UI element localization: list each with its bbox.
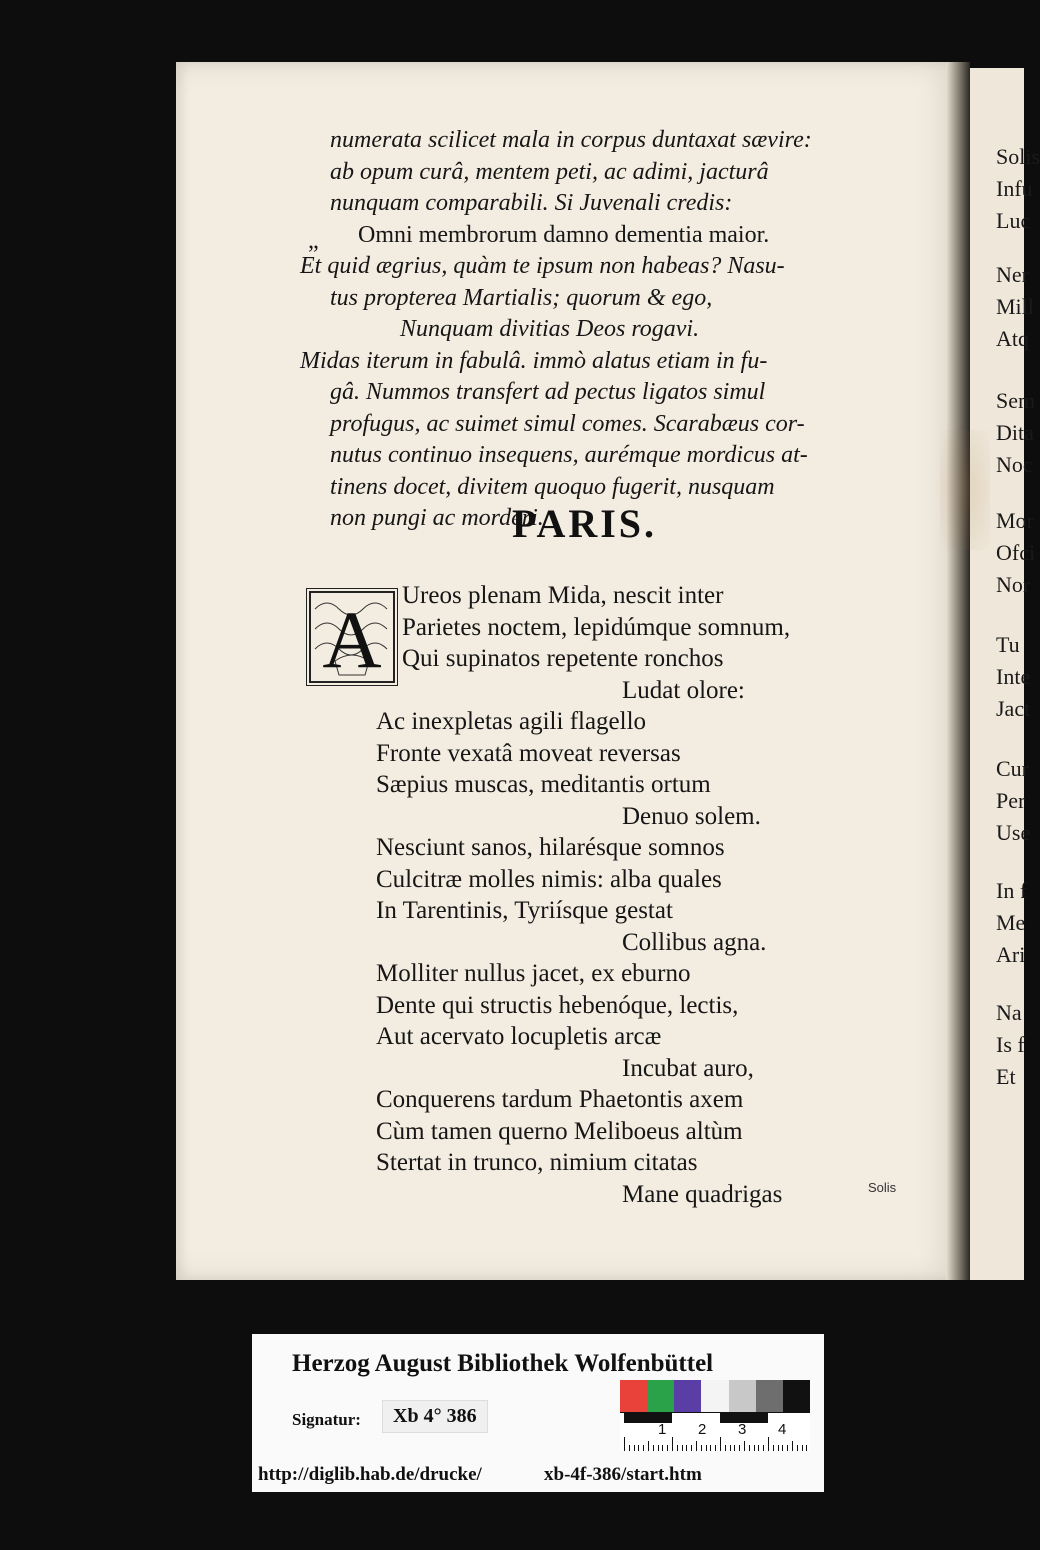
verse-line: Nunquam divitias Deos rogavi. — [400, 316, 700, 342]
verse-line: Sæpius muscas, meditantis ortum — [376, 771, 711, 798]
signatur-value: Xb 4° 386 — [382, 1400, 488, 1433]
adjacent-page-fragment: Nor — [996, 572, 1031, 597]
adjacent-page-fragment: Jact — [996, 696, 1031, 721]
adjacent-page-fragment: Inte — [996, 664, 1031, 689]
color-swatch — [729, 1380, 756, 1412]
adjacent-page-fragment: Cur — [996, 756, 1029, 781]
ruler-tick — [677, 1445, 678, 1451]
ruler-tick — [754, 1445, 755, 1451]
ruler-tick — [696, 1441, 697, 1451]
library-label — [252, 1334, 824, 1462]
adjacent-page-fragment: Ari — [996, 942, 1026, 967]
verse-line: Qui supinatos repetente ronchos — [402, 645, 724, 672]
adjacent-page-fragment: Na — [996, 1000, 1022, 1025]
ruler-tick — [715, 1445, 716, 1451]
url-bar — [252, 1460, 824, 1492]
ruler-number: 3 — [738, 1421, 747, 1438]
ruler-tick — [648, 1441, 649, 1451]
ode-verse — [376, 580, 896, 1210]
paper-stain — [940, 430, 990, 550]
ruler-tick — [749, 1445, 750, 1451]
prose-line: nutus continuo insequens, aurémque mordicus at- — [330, 442, 808, 468]
ruler-tick — [782, 1445, 783, 1451]
prose-block — [300, 125, 900, 535]
color-swatch — [647, 1380, 674, 1412]
color-swatch — [674, 1380, 701, 1412]
ruler-tick — [706, 1445, 707, 1451]
book-gutter — [946, 62, 970, 1280]
url-path[interactable]: xb-4f-386/start.htm — [544, 1464, 702, 1485]
adjacent-page-fragment: Use — [996, 820, 1031, 845]
ruler-tick — [763, 1445, 764, 1451]
ruler-tick — [710, 1445, 711, 1451]
verse-line: Nesciunt sanos, hilarésque somnos — [376, 834, 725, 861]
adjacent-page-fragment: Dita — [996, 420, 1034, 445]
verse-line: Fronte vexatâ moveat reversas — [376, 739, 681, 767]
ruler-tick — [758, 1445, 759, 1451]
prose-line: profugus, ac suimet simul comes. Scarabæus cor- — [330, 410, 805, 437]
adjacent-page-fragment: Noc — [996, 452, 1033, 477]
prose-line: gâ. Nummos transfert ad pectus ligatos simul — [330, 379, 766, 405]
verse-line: Ac inexpletas agili flagello — [376, 708, 647, 735]
adjacent-page-fragment: Is f — [996, 1032, 1025, 1057]
ruler-tick — [662, 1445, 663, 1451]
ruler-tick — [638, 1445, 639, 1451]
ruler-tick — [744, 1441, 745, 1451]
ruler-tick — [730, 1445, 731, 1451]
ruler-tick — [643, 1445, 644, 1451]
prose-line: tus propterea Martialis; quorum & ego, — [330, 284, 713, 311]
ruler-tick — [720, 1437, 721, 1451]
signatur-label: Signatur: — [292, 1410, 361, 1429]
ruler-tick — [802, 1445, 803, 1451]
verse-line: Parietes noctem, lepidúmque somnum, — [402, 613, 791, 641]
color-swatches — [620, 1380, 810, 1412]
verse-line: Molliter nullus jacet, ex eburno — [376, 960, 691, 987]
adjacent-page-fragment: Tu — [996, 632, 1020, 657]
verse-line-short: Incubat auro, — [622, 1054, 754, 1082]
adjacent-page-fragment: Mill — [996, 294, 1034, 319]
adjacent-page-fragment: Ofci — [996, 540, 1036, 565]
color-swatch — [783, 1380, 810, 1412]
url-base[interactable]: http://diglib.hab.de/drucke/ — [258, 1464, 482, 1485]
ruler-tick — [739, 1445, 740, 1451]
ruler-tick — [624, 1437, 625, 1451]
color-swatch — [756, 1380, 783, 1412]
catchword: Solis — [868, 1180, 897, 1195]
ruler-tick — [629, 1445, 630, 1451]
library-title: Herzog August Bibliothek Wolfenbüttel — [292, 1350, 714, 1377]
ruler-tick — [773, 1445, 774, 1451]
ruler-tick — [778, 1445, 779, 1451]
ruler-tick — [797, 1445, 798, 1451]
ruler-tick — [672, 1437, 673, 1451]
prose-line: Midas iterum in fabulâ. immò alatus etiam in fu- — [300, 347, 768, 374]
ruler-tick — [691, 1445, 692, 1451]
verse-line-short: Ludat olore: — [622, 676, 745, 704]
ruler-tick — [686, 1445, 687, 1451]
verse-line: Dente qui structis hebenóque, lectis, — [376, 991, 739, 1019]
verse-line: Cùm tamen querno Meliboeus altùm — [376, 1117, 743, 1145]
ruler-tick — [768, 1437, 769, 1451]
prose-line: Et quid ægrius, quàm te ipsum non habeas? Nasu- — [300, 253, 785, 279]
verse-line: In Tarentinis, Tyriísque gestat — [376, 897, 673, 924]
ruler-tick — [792, 1441, 793, 1451]
prose-line: ab opum curâ, mentem peti, ac adimi, jacturâ — [330, 158, 769, 185]
ruler-tick — [682, 1445, 683, 1451]
ruler-tick — [653, 1445, 654, 1451]
verse-line-short: Mane quadrigas — [622, 1180, 783, 1208]
adjacent-page-fragment: Infu — [996, 176, 1033, 201]
verse-line: Aut acervato locupletis arcæ — [376, 1023, 662, 1050]
ruler-tick — [734, 1445, 735, 1451]
verse-line: Culcitræ molles nimis: alba quales — [376, 865, 722, 893]
ruler-tick — [787, 1445, 788, 1451]
adjacent-page-fragment: In f — [996, 878, 1028, 903]
ruler-tick — [634, 1445, 635, 1451]
ruler-number: 1 — [658, 1421, 667, 1438]
scale-ruler — [620, 1412, 810, 1451]
verse-line: Stertat in trunco, nimium citatas — [376, 1149, 698, 1176]
adjacent-page-fragment: Solis — [996, 144, 1040, 169]
ruler-tick — [806, 1445, 807, 1451]
adjacent-page-fragment: Ner — [996, 262, 1029, 287]
verse-line: Ureos plenam Mida, nescit inter — [402, 582, 724, 609]
prose-line: tinens docet, divitem quoquo fugerit, nusquam — [330, 473, 775, 500]
adjacent-page-fragment: Me — [996, 910, 1026, 935]
ruler-tick — [658, 1445, 659, 1451]
adjacent-page-fragment: Mor — [996, 508, 1034, 533]
adjacent-page-edge — [962, 68, 1040, 1280]
adjacent-page-fragment: Per — [996, 788, 1026, 813]
ruler-number: 2 — [698, 1421, 707, 1438]
svg-text:A: A — [322, 594, 382, 685]
prose-line: non pungi ac morderi. — [330, 505, 544, 531]
section-heading: PARIS. — [512, 501, 658, 546]
color-swatch — [620, 1380, 647, 1412]
adjacent-page-fragment: Luc — [996, 208, 1031, 233]
ruler-tick — [701, 1445, 702, 1451]
verse-line: Conquerens tardum Phaetontis axem — [376, 1086, 744, 1113]
adjacent-page-fragment: Sem — [996, 388, 1036, 413]
color-swatch — [701, 1380, 728, 1412]
verse-line-short: Collibus agna. — [622, 928, 767, 956]
ruler-tick — [725, 1445, 726, 1451]
quotation-line: „ Omni membrorum damno dementia maior. — [308, 221, 770, 254]
prose-line: numerata scilicet mala in corpus duntaxat sævire: — [330, 127, 812, 153]
ruler-tick — [667, 1445, 668, 1451]
adjacent-page-fragment: Et — [996, 1064, 1016, 1089]
adjacent-page-fragment: Atq — [996, 326, 1029, 351]
verse-line-short: Denuo solem. — [622, 802, 761, 830]
ruler-number: 4 — [778, 1421, 787, 1438]
prose-line: nunquam comparabili. Si Juvenali credis: — [330, 190, 733, 216]
